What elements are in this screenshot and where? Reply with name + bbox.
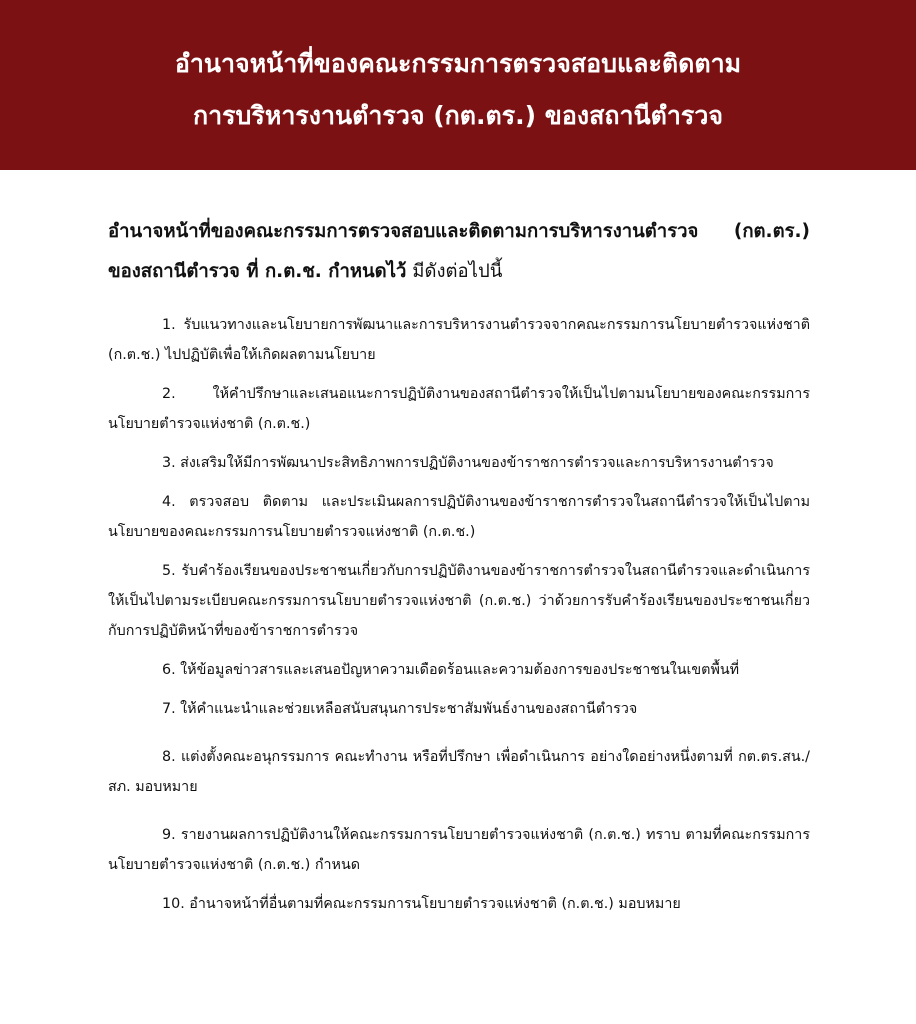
duty-item-3: 3. ส่งเสริมให้มีการพัฒนาประสิทธิภาพการปฏิบัติงานของข้าราชการตำรวจและการบริหารงานตำรวจ [162, 455, 774, 471]
duty-item-1: 1. รับแนวทางและนโยบายการพัฒนาและการบริหารงานตำรวจจากคณะกรรมการนโยบายตำรวจแห่งชาติ (ก.ต.ช.) ไปปฏิบัติเพื่อให้เกิดผลตามนโยบาย [108, 317, 810, 363]
duty-item-7: 7. ให้คำแนะนำและช่วยเหลือสนับสนุนการประชาสัมพันธ์งานของสถานีตำรวจ [162, 701, 638, 717]
intro-suffix: มีดังต่อไปนี้ [406, 261, 503, 282]
duty-item-6: 6. ให้ข้อมูลข่าวสารและเสนอปัญหาความเดือดร้อนและความต้องการของประชาชนในเขตพื้นที่ [162, 662, 740, 678]
duty-item-9: 9. รายงานผลการปฏิบัติงานให้คณะกรรมการนโยบายตำรวจแห่งชาติ (ก.ต.ช.) ทราบ ตามที่คณะกรรมการนโยบายตำรวจแห่งชาติ (ก.ต.ช.) กำหนด [108, 827, 810, 873]
document-body [108, 212, 810, 928]
duty-item-5: 5. รับคำร้องเรียนของประชาชนเกี่ยวกับการปฏิบัติงานของข้าราชการตำรวจในสถานีตำรวจและดำเนินการให้เป็นไปตามระเบียบคณะกรรมการนโยบายตำรวจแห่งชาติ (ก.ต.ช.) ว่าด้วยการรับคำร้องเรียนของประชาชนเกี่ยวกับการปฏิบัติหน้าที่ของข้าราชการตำรวจ [108, 563, 810, 639]
duty-item-4: 4. ตรวจสอบ ติดตาม และประเมินผลการปฏิบัติงานของข้าราชการตำรวจในสถานีตำรวจให้เป็นไปตามนโยบายของคณะกรรมการนโยบายตำรวจแห่งชาติ (ก.ต.ช.) [108, 494, 810, 540]
duty-item-8: 8. แต่งตั้งคณะอนุกรรมการ คณะทำงาน หรือที่ปรึกษา เพื่อดำเนินการ อย่างใดอย่างหนึ่งตามที่ กต.ตร.สน./สภ. มอบหมาย [108, 749, 810, 795]
title-banner [0, 0, 916, 170]
page-title-line-1: อำนาจหน้าที่ของคณะกรรมการตรวจสอบและติดตาม [174, 49, 742, 78]
duty-item-10: 10. อำนาจหน้าที่อื่นตามที่คณะกรรมการนโยบายตำรวจแห่งชาติ (ก.ต.ช.) มอบหมาย [162, 896, 681, 912]
duty-item-2: 2. ให้คำปรึกษาและเสนอแนะการปฏิบัติงานของสถานีตำรวจให้เป็นไปตามนโยบายของคณะกรรมการนโยบายตำรวจแห่งชาติ (ก.ต.ช.) [108, 386, 810, 432]
page-title-line-2: การบริหารงานตำรวจ (กต.ตร.) ของสถานีตำรวจ [192, 101, 724, 130]
intro-paragraph [108, 212, 810, 292]
intro-heading: อำนาจหน้าที่ของคณะกรรมการตรวจสอบและติดตามการบริหารงานตำรวจ (กต.ตร.) ของสถานีตำรวจ ที่ ก.ต.ช. กำหนดไว้ [108, 221, 810, 282]
